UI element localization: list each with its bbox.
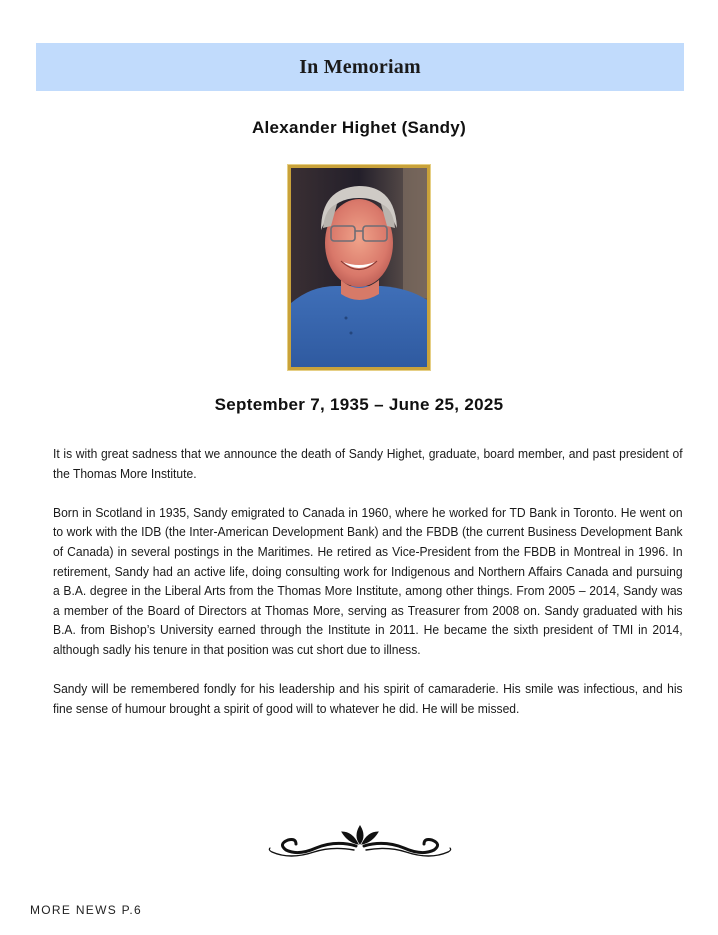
portrait-photo (288, 165, 430, 370)
article-paragraph: It is with great sadness that we announce the death of Sandy Highet, graduate, board member, and past president of the Thomas More Institute. (53, 446, 683, 481)
article-body (53, 444, 683, 738)
article-paragraph: Born in Scotland in 1935, Sandy emigrated to Canada in 1960, where he worked for TD Bank in Toronto. He went on to work with the IDB (the Inter-American Development Bank) and the FBDB (the current Business Development Bank of Canada) in several postings in the Maritimes. He retired as Vice-President from the FBDB in Montreal in 1996. In retirement, Sandy had an active life, doing consulting work for Indigenous and Northern Affairs Canada and pursuing a B.A. degree in the Liberal Arts from the Thomas More Institute, among other things. From 2005 – 2014, Sandy was a member of the Board of Directors at Thomas More, serving as Treasurer from 2008 on. Sandy graduated with his B.A. from Bishop’s University earned through the Institute in 2011. He became the sixth president of TMI in 2014, although sadly his tenure in that position was cut short due to illness. (53, 504, 683, 657)
page-footer: MORE NEWS P.6 (30, 903, 143, 917)
section-title: In Memoriam (299, 55, 421, 78)
article-paragraph: Sandy will be remembered fondly for his leadership and his spirit of camaraderie. His smile was infectious, and his fine sense of humour brought a spirit of good will to whatever he did. He will be missed. (53, 681, 683, 716)
section-banner (36, 43, 684, 91)
life-dates: September 7, 1935 – June 25, 2025 (214, 395, 504, 414)
portrait-image (291, 168, 427, 367)
person-name: Alexander Highet (Sandy) (251, 118, 467, 137)
flourish-divider-icon (266, 822, 454, 862)
